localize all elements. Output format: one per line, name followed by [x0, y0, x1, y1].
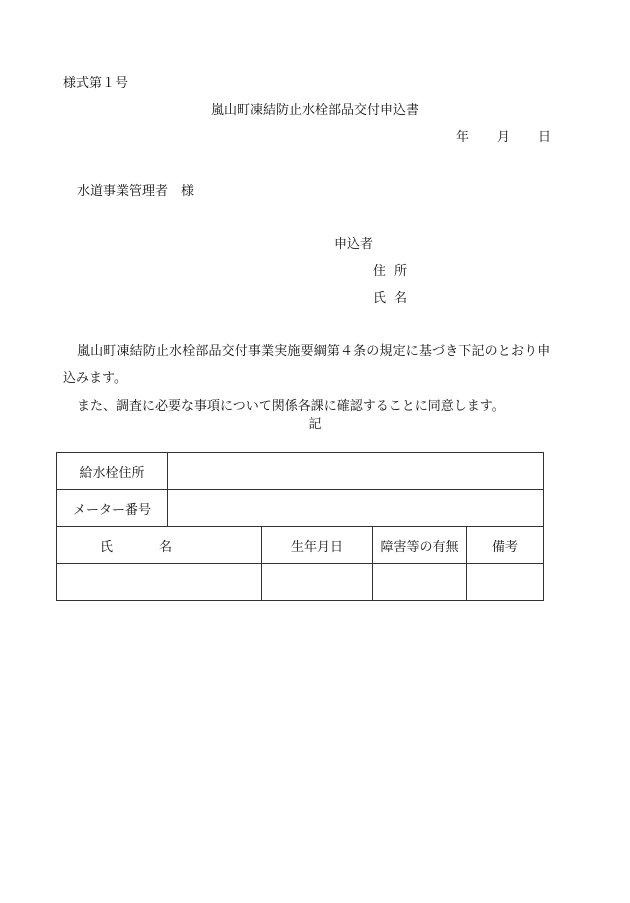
- document-title: 嵐山町凍結防止水栓部品交付申込書: [210, 103, 419, 118]
- header-disability: 障害等の有無: [373, 527, 467, 564]
- meter-number-field[interactable]: [168, 490, 544, 527]
- body-paragraph-2: また、調査に必要な事項について関係各課に確認することに同意します。: [77, 399, 505, 414]
- ki-heading: 記: [308, 417, 322, 432]
- name-field[interactable]: [57, 564, 262, 601]
- address-label: 住所: [373, 264, 416, 279]
- name-label: 氏名: [373, 291, 416, 306]
- table-header-row: [57, 527, 544, 564]
- meter-number-label: メーター番号: [57, 490, 168, 527]
- date-day-label: 日: [538, 130, 552, 145]
- header-birthdate: 生年月日: [262, 527, 373, 564]
- date-month-label: 月: [497, 130, 511, 145]
- remarks-field[interactable]: [467, 564, 544, 601]
- application-table: [56, 452, 544, 601]
- body-paragraph-1-cont: 込みます。: [63, 371, 127, 386]
- birthdate-field[interactable]: [262, 564, 373, 601]
- faucet-address-label: 給水栓住所: [57, 453, 168, 490]
- faucet-address-row: [57, 453, 544, 490]
- table-row: [57, 564, 544, 601]
- form-number: 様式第１号: [63, 76, 129, 91]
- faucet-address-field[interactable]: [168, 453, 544, 490]
- disability-field[interactable]: [373, 564, 467, 601]
- header-name: 氏名: [57, 527, 262, 564]
- header-remarks: 備考: [467, 527, 544, 564]
- addressee: 水道事業管理者 様: [77, 184, 195, 199]
- body-paragraph-1: 嵐山町凍結防止水栓部品交付事業実施要綱第４条の規定に基づき下記のとおり申: [77, 344, 551, 359]
- date-year-label: 年: [456, 130, 470, 145]
- applicant-heading: 申込者: [334, 237, 374, 252]
- meter-number-row: [57, 490, 544, 527]
